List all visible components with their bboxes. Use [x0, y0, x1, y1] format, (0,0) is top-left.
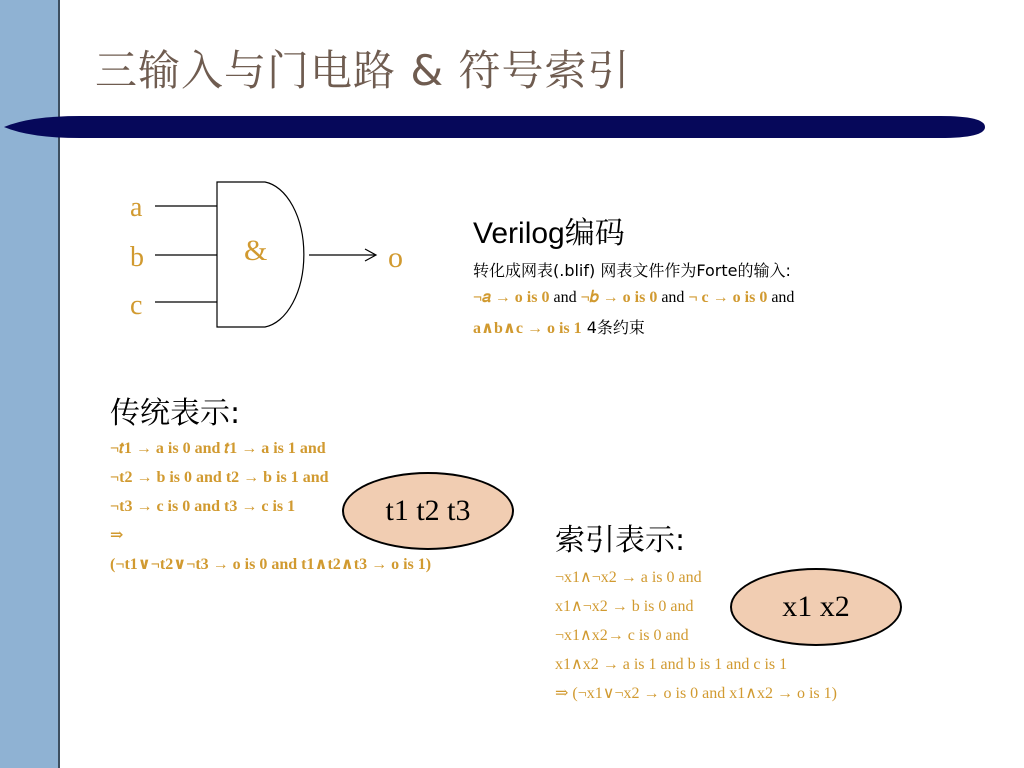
constraint-connector: and	[767, 289, 795, 306]
index-line: x1∧¬x2 → b is 0 and	[555, 598, 694, 615]
output-label: o	[388, 241, 403, 274]
input-label-b: b	[130, 242, 144, 273]
variables-bubble-x: x1 x2	[730, 568, 902, 646]
constraints-line-1	[473, 289, 794, 307]
verilog-section	[473, 208, 794, 338]
slide-title: 三输入与门电路 & 符号索引	[95, 46, 631, 95]
constraint-a-and-b-and-c: a∧b∧c → o is 1	[473, 320, 582, 337]
gate-symbol: &	[244, 234, 268, 267]
constraint-not-a: ¬𝑎 → o is 0	[473, 289, 550, 306]
constraint-connector: and	[549, 289, 581, 306]
traditional-line: ¬t2 → b is 0 and t2 → b is 1 and	[110, 469, 329, 486]
constraint-not-b: ¬𝑏 → o is 0	[580, 289, 658, 306]
variables-bubble-t: t1 t2 t3	[342, 472, 514, 550]
traditional-heading: 传统表示:	[110, 396, 241, 431]
constraint-connector: and	[657, 289, 689, 306]
traditional-line: (¬t1∨¬t2∨¬t3 → o is 0 and t1∧t2∧t3 → o is 1)	[110, 556, 432, 573]
input-label-a: a	[130, 192, 143, 223]
constraint-not-c: ¬ c → o is 0	[688, 289, 768, 306]
verilog-heading: Verilog编码	[473, 217, 625, 250]
traditional-line: ⇒	[110, 527, 124, 544]
constraints-line-2	[473, 315, 794, 338]
input-label-c: c	[130, 290, 143, 321]
and-gate-diagram	[120, 176, 420, 336]
title-underline-rule	[0, 112, 1024, 142]
verilog-description: 转化成网表(.blif) 网表文件作为Forte的输入:	[473, 261, 791, 280]
index-line: ¬x1∧x2→ c is 0 and	[555, 627, 689, 644]
constraint-count-note: 4条约束	[581, 318, 645, 337]
index-line: ⇒ (¬x1∨¬x2 → o is 0 and x1∧x2 → o is 1)	[555, 685, 837, 702]
index-heading: 索引表示:	[555, 523, 686, 558]
index-line: ¬x1∧¬x2 → a is 0 and	[555, 569, 702, 586]
traditional-line: ¬𝑡1 → a is 0 and 𝑡1 → a is 1 and	[110, 440, 326, 457]
index-line: x1∧x2 → a is 1 and b is 1 and c is 1	[555, 656, 788, 673]
traditional-line: ¬t3 → c is 0 and t3 → c is 1	[110, 498, 296, 515]
